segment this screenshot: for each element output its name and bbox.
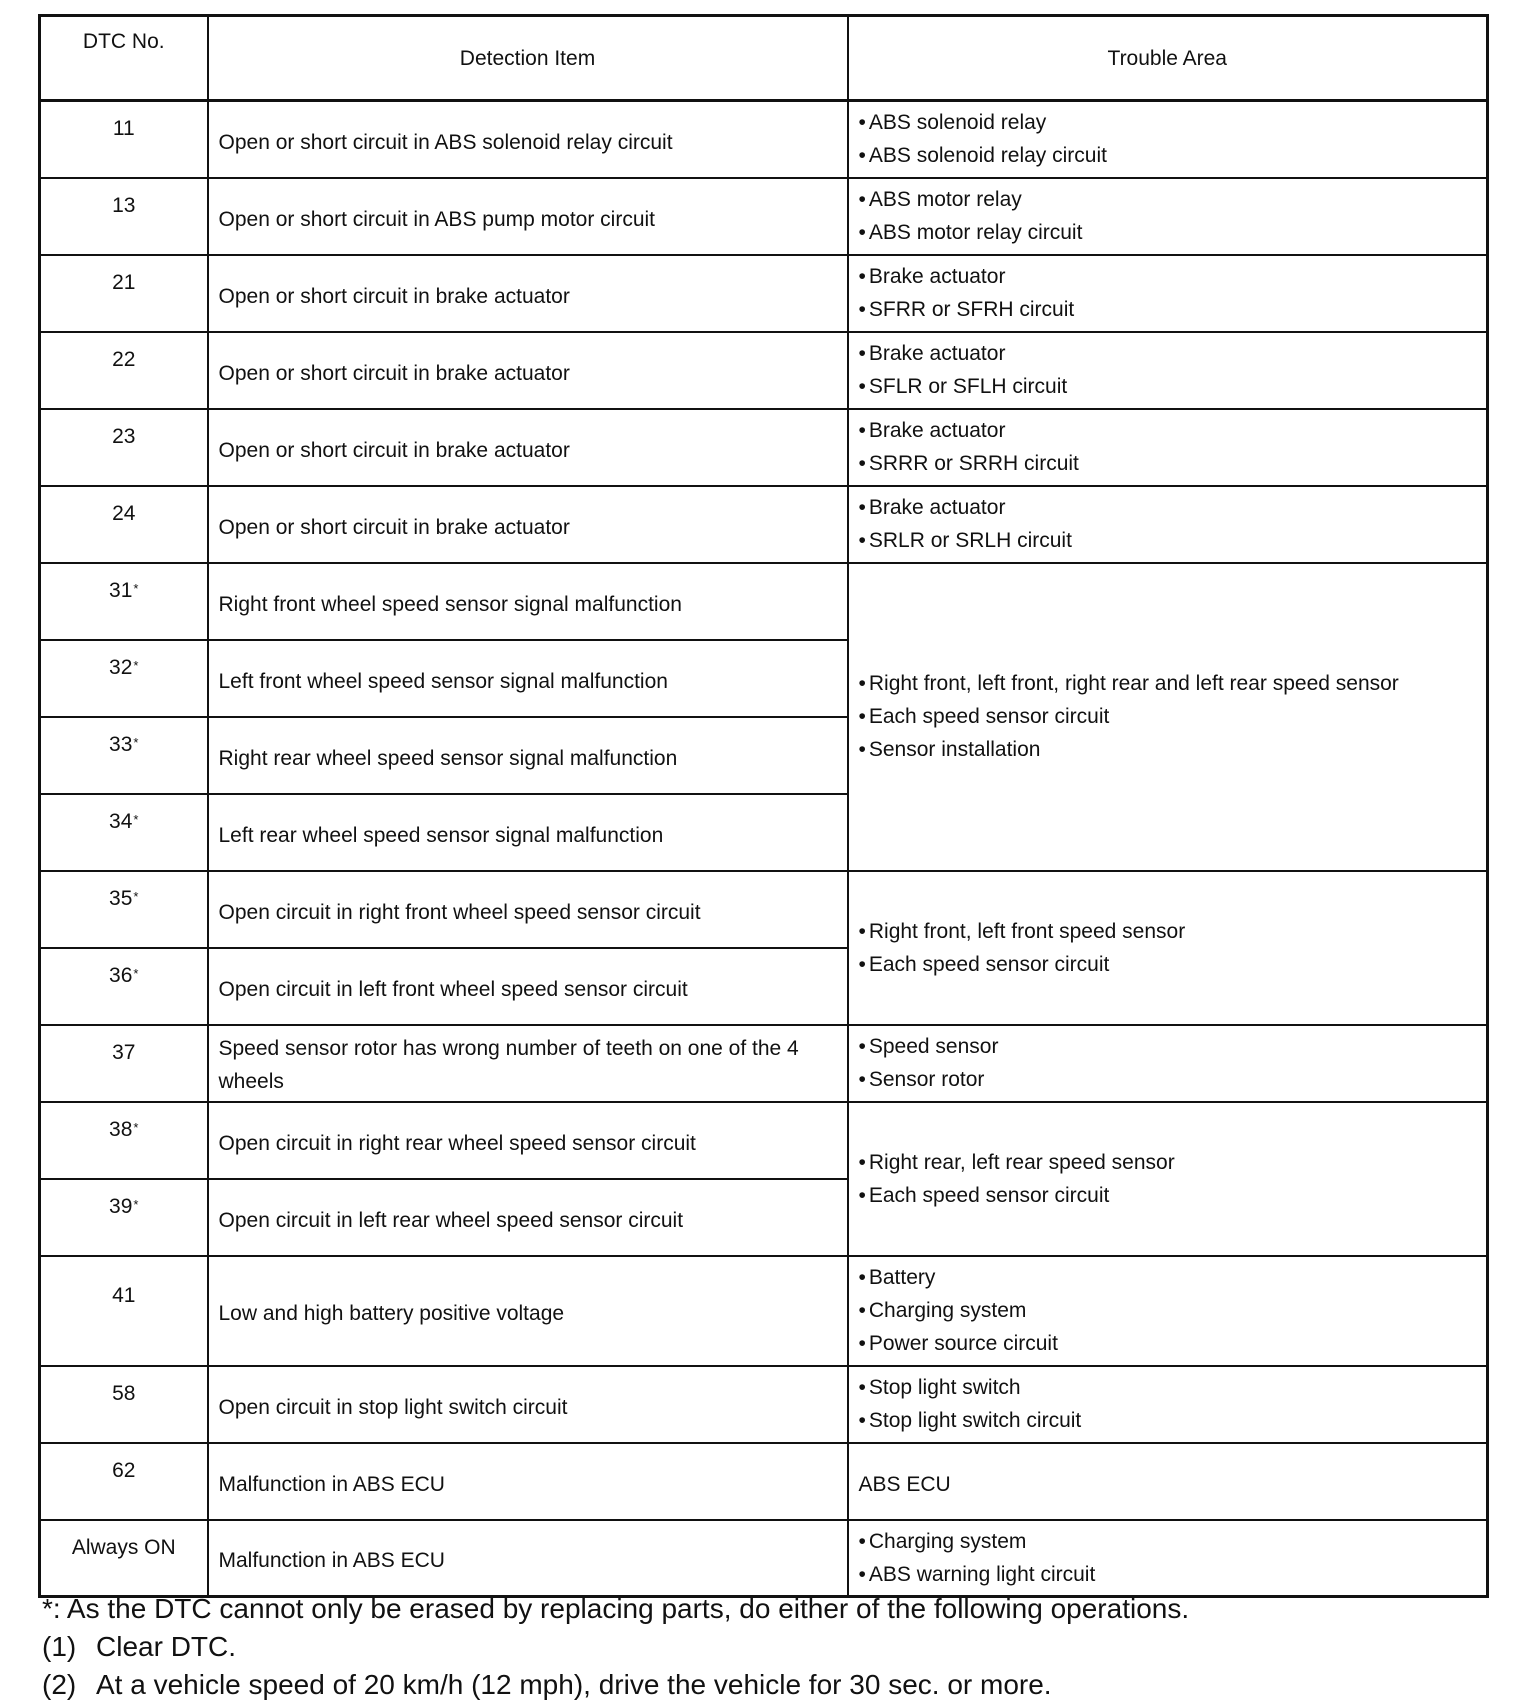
detection-item: Open or short circuit in brake actuator bbox=[208, 486, 848, 563]
table-row bbox=[40, 1366, 1488, 1443]
trouble-area bbox=[848, 1025, 1488, 1102]
step-number: (1) bbox=[42, 1631, 77, 1662]
trouble-area-bullet: • Stop light switch bbox=[859, 1371, 1477, 1404]
dtc-code: 62 bbox=[40, 1443, 208, 1520]
dtc-code: 22 bbox=[40, 332, 208, 409]
detection-item: Open or short circuit in ABS pump motor circuit bbox=[208, 178, 848, 255]
dtc-code: 21 bbox=[40, 255, 208, 332]
header-trouble-area: Trouble Area bbox=[848, 16, 1488, 101]
detection-item: Malfunction in ABS ECU bbox=[208, 1443, 848, 1520]
detection-item: Open circuit in left front wheel speed sensor circuit bbox=[208, 948, 848, 1025]
trouble-area: ABS ECU bbox=[848, 1443, 1488, 1520]
trouble-area-bullet: • SRRR or SRRH circuit bbox=[859, 447, 1477, 480]
trouble-area-bullet: • ABS solenoid relay bbox=[859, 106, 1477, 139]
detection-item: Open or short circuit in brake actuator bbox=[208, 409, 848, 486]
trouble-area-bullet: • Right front, left front speed sensor bbox=[859, 915, 1477, 948]
dtc-code: 37 bbox=[40, 1025, 208, 1102]
detection-item: Open or short circuit in brake actuator bbox=[208, 255, 848, 332]
trouble-area-bullet: • Each speed sensor circuit bbox=[859, 948, 1477, 981]
table-row bbox=[40, 255, 1488, 332]
trouble-area-bullet: • Power source circuit bbox=[859, 1327, 1477, 1360]
trouble-area bbox=[848, 1366, 1488, 1443]
detection-item: Left rear wheel speed sensor signal malfunction bbox=[208, 794, 848, 871]
table-row bbox=[40, 1256, 1488, 1366]
asterisk-mark: * bbox=[133, 734, 139, 750]
trouble-area-bullet: • Right front, left front, right rear and left rear speed sensor bbox=[859, 667, 1477, 700]
asterisk-mark: * bbox=[133, 888, 139, 904]
table-row bbox=[40, 1102, 1488, 1179]
table-header-row bbox=[40, 16, 1488, 101]
asterisk-mark: * bbox=[133, 811, 139, 827]
trouble-area-bullet: • Sensor installation bbox=[859, 733, 1477, 766]
asterisk-mark: * bbox=[133, 657, 139, 673]
step-2 bbox=[42, 1666, 1492, 1704]
trouble-area-bullet: • Charging system bbox=[859, 1525, 1477, 1558]
trouble-area bbox=[848, 563, 1488, 871]
trouble-area-bullet: • Speed sensor bbox=[859, 1030, 1477, 1063]
trouble-area-bullet: • Right rear, left rear speed sensor bbox=[859, 1146, 1477, 1179]
dtc-code: 13 bbox=[40, 178, 208, 255]
dtc-code: 39* bbox=[40, 1179, 208, 1256]
detection-item: Low and high battery positive voltage bbox=[208, 1256, 848, 1366]
trouble-area bbox=[848, 255, 1488, 332]
table-row bbox=[40, 871, 1488, 948]
dtc-code: 24 bbox=[40, 486, 208, 563]
detection-item: Open circuit in right rear wheel speed sensor circuit bbox=[208, 1102, 848, 1179]
trouble-area-bullet: • Stop light switch circuit bbox=[859, 1404, 1477, 1437]
detection-item: Open circuit in stop light switch circuit bbox=[208, 1366, 848, 1443]
trouble-area bbox=[848, 101, 1488, 178]
trouble-area-bullet: • SRLR or SRLH circuit bbox=[859, 524, 1477, 557]
header-dtc-no: DTC No. bbox=[40, 16, 208, 101]
detection-item: Left front wheel speed sensor signal malfunction bbox=[208, 640, 848, 717]
dtc-code: 33* bbox=[40, 717, 208, 794]
trouble-area-bullet: • ABS motor relay bbox=[859, 183, 1477, 216]
step-1 bbox=[42, 1628, 1492, 1666]
detection-item: Right rear wheel speed sensor signal malfunction bbox=[208, 717, 848, 794]
dtc-code: 32* bbox=[40, 640, 208, 717]
asterisk-mark: * bbox=[133, 580, 139, 596]
table-row bbox=[40, 332, 1488, 409]
step-number: (2) bbox=[42, 1669, 77, 1700]
trouble-area bbox=[848, 1102, 1488, 1256]
trouble-area-bullet: • SFRR or SFRH circuit bbox=[859, 293, 1477, 326]
trouble-area bbox=[848, 486, 1488, 563]
header-detection-item: Detection Item bbox=[208, 16, 848, 101]
trouble-area-bullet: • Each speed sensor circuit bbox=[859, 700, 1477, 733]
trouble-area-bullet: • Battery bbox=[859, 1261, 1477, 1294]
trouble-area bbox=[848, 871, 1488, 1025]
dtc-code: 31* bbox=[40, 563, 208, 640]
asterisk-mark: * bbox=[133, 1119, 139, 1135]
dtc-code: 36* bbox=[40, 948, 208, 1025]
detection-item: Open circuit in left rear wheel speed sensor circuit bbox=[208, 1179, 848, 1256]
table-row bbox=[40, 178, 1488, 255]
table-row bbox=[40, 1520, 1488, 1597]
dtc-code: 58 bbox=[40, 1366, 208, 1443]
trouble-area-bullet: • Brake actuator bbox=[859, 491, 1477, 524]
trouble-area bbox=[848, 1256, 1488, 1366]
step-text: Clear DTC. bbox=[96, 1631, 237, 1662]
trouble-area bbox=[848, 1520, 1488, 1597]
step-text: At a vehicle speed of 20 km/h (12 mph), drive the vehicle for 30 sec. or more. bbox=[96, 1669, 1052, 1700]
trouble-area-bullet: • Brake actuator bbox=[859, 414, 1477, 447]
trouble-area-bullet: • Charging system bbox=[859, 1294, 1477, 1327]
detection-item: Open circuit in right front wheel speed sensor circuit bbox=[208, 871, 848, 948]
table-row bbox=[40, 409, 1488, 486]
dtc-code: 41 bbox=[40, 1256, 208, 1366]
table-row bbox=[40, 1025, 1488, 1102]
dtc-code: 11 bbox=[40, 101, 208, 178]
trouble-area-bullet: • ABS motor relay circuit bbox=[859, 216, 1477, 249]
footnote-text: *: As the DTC cannot only be erased by replacing parts, do either of the following operations. bbox=[42, 1593, 1190, 1624]
trouble-area-bullet: • Sensor rotor bbox=[859, 1063, 1477, 1096]
footnotes bbox=[42, 1590, 1492, 1704]
table-row bbox=[40, 563, 1488, 640]
dtc-code: 35* bbox=[40, 871, 208, 948]
table-row bbox=[40, 486, 1488, 563]
detection-item: Open or short circuit in ABS solenoid relay circuit bbox=[208, 101, 848, 178]
trouble-area bbox=[848, 332, 1488, 409]
dtc-code: 38* bbox=[40, 1102, 208, 1179]
table-row bbox=[40, 1443, 1488, 1520]
trouble-area bbox=[848, 409, 1488, 486]
trouble-area-bullet: • Brake actuator bbox=[859, 337, 1477, 370]
detection-item: Speed sensor rotor has wrong number of teeth on one of the 4 wheels bbox=[208, 1025, 848, 1102]
trouble-area-bullet: • Each speed sensor circuit bbox=[859, 1179, 1477, 1212]
trouble-area-bullet: • SFLR or SFLH circuit bbox=[859, 370, 1477, 403]
dtc-code: Always ON bbox=[40, 1520, 208, 1597]
table-row bbox=[40, 101, 1488, 178]
trouble-area-bullet: • ABS warning light circuit bbox=[859, 1558, 1477, 1591]
asterisk-mark: * bbox=[133, 1196, 139, 1212]
trouble-area-bullet: • ABS solenoid relay circuit bbox=[859, 139, 1477, 172]
detection-item: Malfunction in ABS ECU bbox=[208, 1520, 848, 1597]
asterisk-mark: * bbox=[133, 965, 139, 981]
trouble-area bbox=[848, 178, 1488, 255]
detection-item: Right front wheel speed sensor signal malfunction bbox=[208, 563, 848, 640]
dtc-table bbox=[38, 14, 1489, 1598]
trouble-area-bullet: • Brake actuator bbox=[859, 260, 1477, 293]
detection-item: Open or short circuit in brake actuator bbox=[208, 332, 848, 409]
dtc-code: 23 bbox=[40, 409, 208, 486]
dtc-code: 34* bbox=[40, 794, 208, 871]
